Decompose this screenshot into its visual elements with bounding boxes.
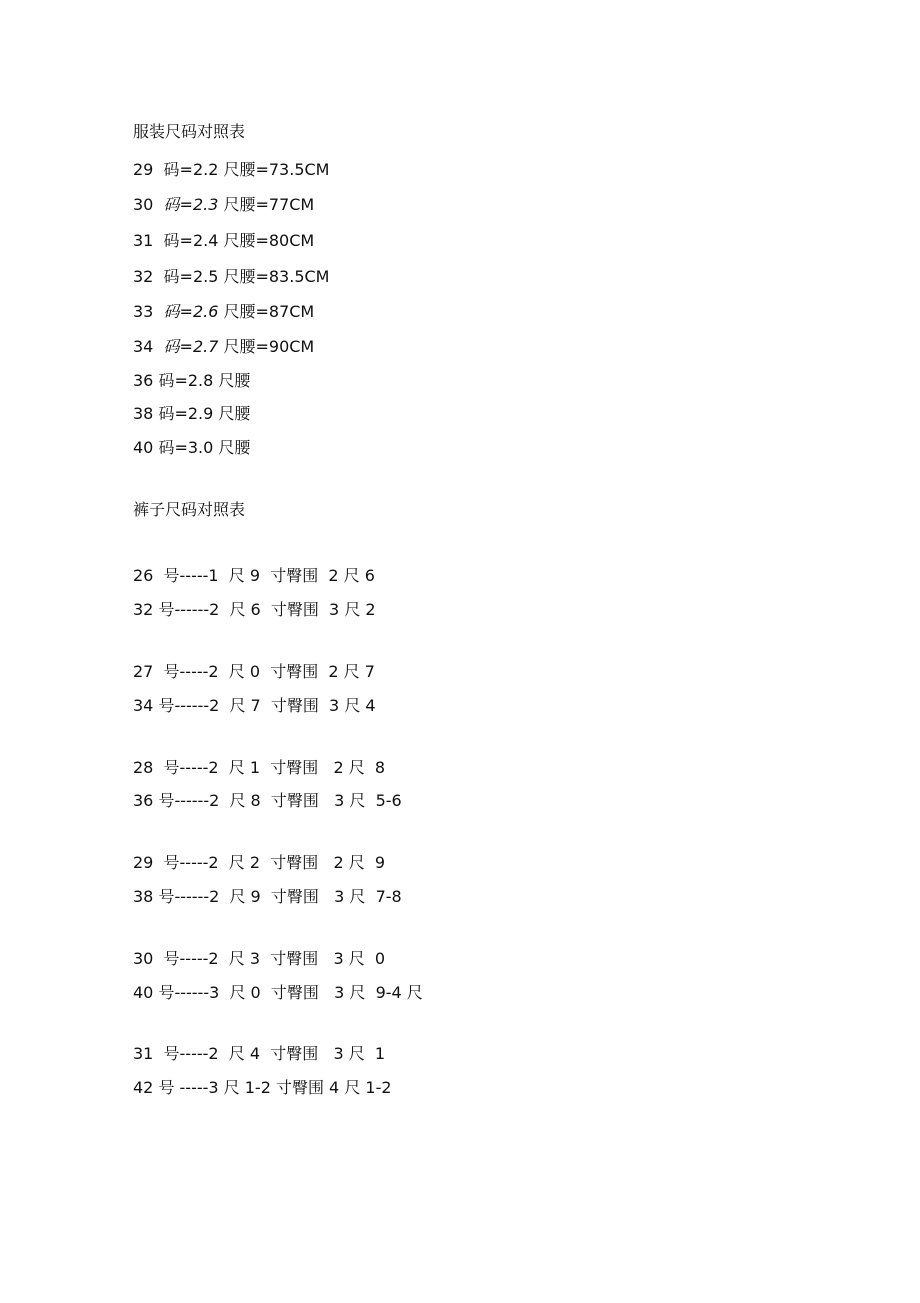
section-title-pants: 裤子尺码对照表 [133,500,246,519]
pants-size-row: 28 号-----2 尺 1 寸臀围 2 尺 8 [133,758,386,777]
pants-size-row: 26 号-----1 尺 9 寸臀围 2 尺 6 [133,566,375,585]
pants-size-row: 31 号-----2 尺 4 寸臀围 3 尺 1 [133,1044,386,1063]
row-text: 30 [133,195,164,214]
row-text: 33 [133,302,164,321]
clothing-size-row [133,337,314,357]
row-text: 34 [133,337,164,356]
row-text: 29 码=2.2 尺腰=73.5CM [133,160,330,179]
section-title-clothing: 服装尺码对照表 [133,122,246,141]
clothing-size-row [133,302,314,322]
row-text: 31 码=2.4 尺腰=80CM [133,231,315,250]
row-text: 尺腰=90CM [218,337,315,356]
pants-size-row: 29 号-----2 尺 2 寸臀围 2 尺 9 [133,853,386,872]
row-text: 36 码=2.8 尺腰 [133,371,251,390]
clothing-size-row [133,267,329,287]
row-text: 40 码=3.0 尺腰 [133,438,251,457]
pants-size-row: 42 号 -----3 尺 1-2 寸臀围 4 尺 1-2 [133,1078,392,1097]
row-text-italic: 码=2.6 [163,302,219,321]
pants-size-row: 40 号------3 尺 0 寸臀围 3 尺 9-4 尺 [133,983,423,1002]
row-text: 尺腰=87CM [218,302,315,321]
clothing-size-row [133,404,250,424]
pants-size-row: 34 号------2 尺 7 寸臀围 3 尺 4 [133,696,376,715]
row-text: 38 码=2.9 尺腰 [133,404,251,423]
pants-size-row: 36 号------2 尺 8 寸臀围 3 尺 5-6 [133,791,402,810]
pants-size-row: 32 号------2 尺 6 寸臀围 3 尺 2 [133,600,376,619]
pants-size-row: 38 号------2 尺 9 寸臀围 3 尺 7-8 [133,887,402,906]
clothing-size-row [133,231,314,251]
row-text-italic: 码=2.3 [163,195,219,214]
row-text: 32 码=2.5 尺腰=83.5CM [133,267,330,286]
pants-size-row: 30 号-----2 尺 3 寸臀围 3 尺 0 [133,949,386,968]
clothing-size-row [133,195,314,215]
pants-size-row: 27 号-----2 尺 0 寸臀围 2 尺 7 [133,662,375,681]
clothing-size-row [133,438,250,458]
clothing-size-row [133,371,250,391]
clothing-size-row [133,160,329,180]
row-text-italic: 码=2.7 [163,337,219,356]
row-text: 尺腰=77CM [218,195,315,214]
